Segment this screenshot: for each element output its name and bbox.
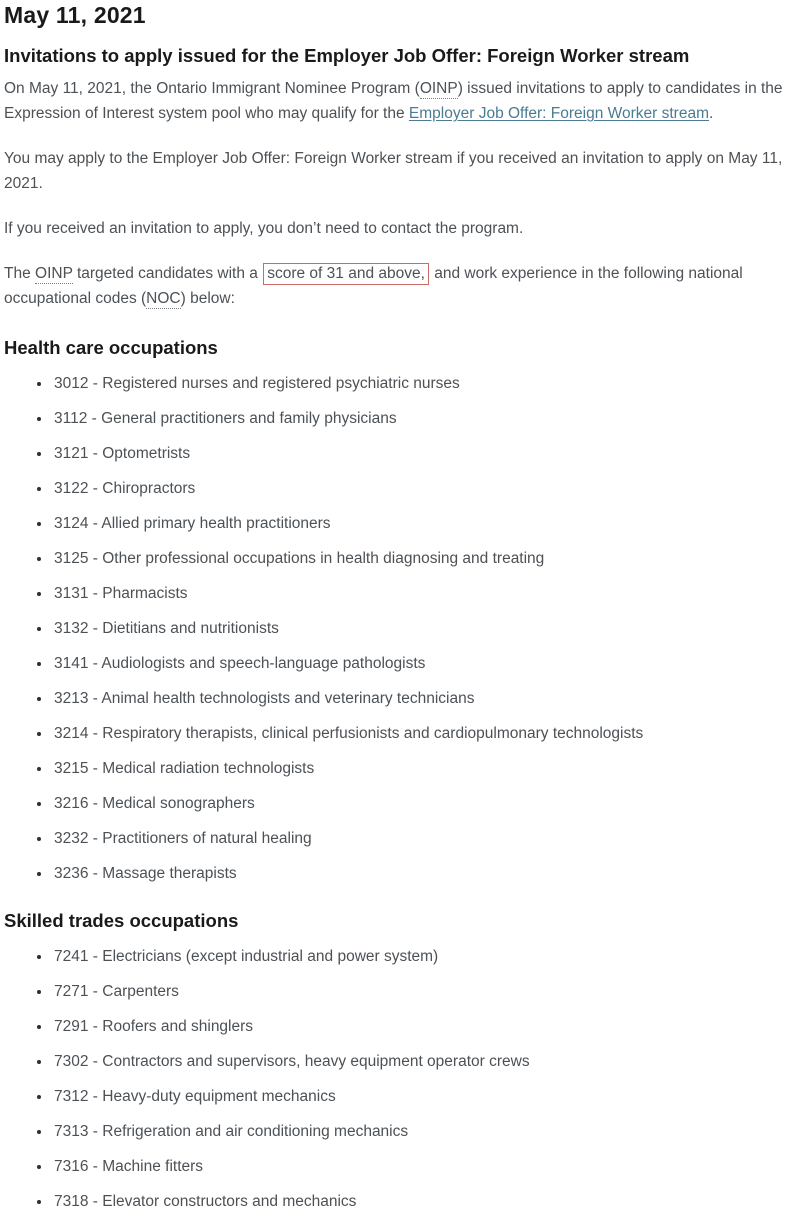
- noc-list-item: • 3132 - Dietitians and nutritionists: [52, 618, 794, 639]
- noc-list-item: • 7316 - Machine fitters: [52, 1156, 794, 1177]
- section-heading-health-care: Health care occupations: [4, 337, 218, 358]
- noc-list-item: • 7313 - Refrigeration and air conditioning mechanics: [52, 1121, 794, 1142]
- apply-info-paragraph: You may apply to the Employer Job Offer: Foreign Worker stream if you received an invitation to apply on May 11, 2021.: [4, 150, 783, 192]
- targeting-paragraph: The OINP targeted candidates with a score of 31 and above, and work experience in the following national occupational codes (NOC) below:: [4, 265, 743, 307]
- noc-list-item: • 7241 - Electricians (except industrial and power system): [52, 946, 794, 967]
- noc-list-item: • 3213 - Animal health technologists and veterinary technicians: [52, 688, 794, 709]
- score-highlight-box: score of 31 and above,: [263, 263, 429, 285]
- noc-list-item: • 7312 - Heavy-duty equipment mechanics: [52, 1086, 794, 1107]
- date-heading: May 11, 2021: [4, 2, 146, 28]
- section-skilled-trades-occupations: [4, 909, 794, 1212]
- noc-list-item: • 3214 - Respiratory therapists, clinical perfusionists and cardiopulmonary technologists: [52, 723, 794, 744]
- noc-list-item: • 3012 - Registered nurses and registered psychiatric nurses: [52, 373, 794, 394]
- noc-list-item: • 3232 - Practitioners of natural healing: [52, 828, 794, 849]
- noc-list-item: • 3112 - General practitioners and family physicians: [52, 408, 794, 429]
- noc-list-item: • 3216 - Medical sonographers: [52, 793, 794, 814]
- no-contact-paragraph: If you received an invitation to apply, you don’t need to contact the program.: [4, 220, 524, 237]
- noc-list-item: • 3121 - Optometrists: [52, 443, 794, 464]
- noc-list-item: • 3236 - Massage therapists: [52, 863, 794, 884]
- noc-list-item: • 3215 - Medical radiation technologists: [52, 758, 794, 779]
- abbr-noc: NOC: [146, 290, 181, 307]
- abbr-oinp: OINP: [419, 80, 458, 97]
- intro-paragraph: On May 11, 2021, the Ontario Immigrant Nominee Program (OINP) issued invitations to apply to candidates in the Expression of Interest system pool who may qualify for the Employer Job Offer: Foreign Worker stream.: [4, 80, 783, 122]
- noc-list-health-care: [4, 373, 794, 884]
- employer-job-offer-stream-link[interactable]: Employer Job Offer: Foreign Worker stream: [408, 105, 709, 122]
- noc-list-item: • 3122 - Chiropractors: [52, 478, 794, 499]
- noc-list-skilled-trades: [4, 946, 794, 1212]
- section-heading-skilled-trades: Skilled trades occupations: [4, 910, 239, 931]
- post-title: Invitations to apply issued for the Employer Job Offer: Foreign Worker stream: [4, 45, 690, 66]
- noc-list-item: • 7271 - Carpenters: [52, 981, 794, 1002]
- noc-list-item: • 3124 - Allied primary health practitioners: [52, 513, 794, 534]
- noc-list-item: • 3131 - Pharmacists: [52, 583, 794, 604]
- noc-list-item: • 7318 - Elevator constructors and mechanics: [52, 1191, 794, 1212]
- section-health-care-occupations: [4, 336, 794, 884]
- noc-list-item: • 3141 - Audiologists and speech-language pathologists: [52, 653, 794, 674]
- noc-list-item: • 3125 - Other professional occupations in health diagnosing and treating: [52, 548, 794, 569]
- noc-list-item: • 7302 - Contractors and supervisors, heavy equipment operator crews: [52, 1051, 794, 1072]
- noc-list-item: • 7291 - Roofers and shinglers: [52, 1016, 794, 1037]
- abbr-oinp: OINP: [35, 265, 73, 282]
